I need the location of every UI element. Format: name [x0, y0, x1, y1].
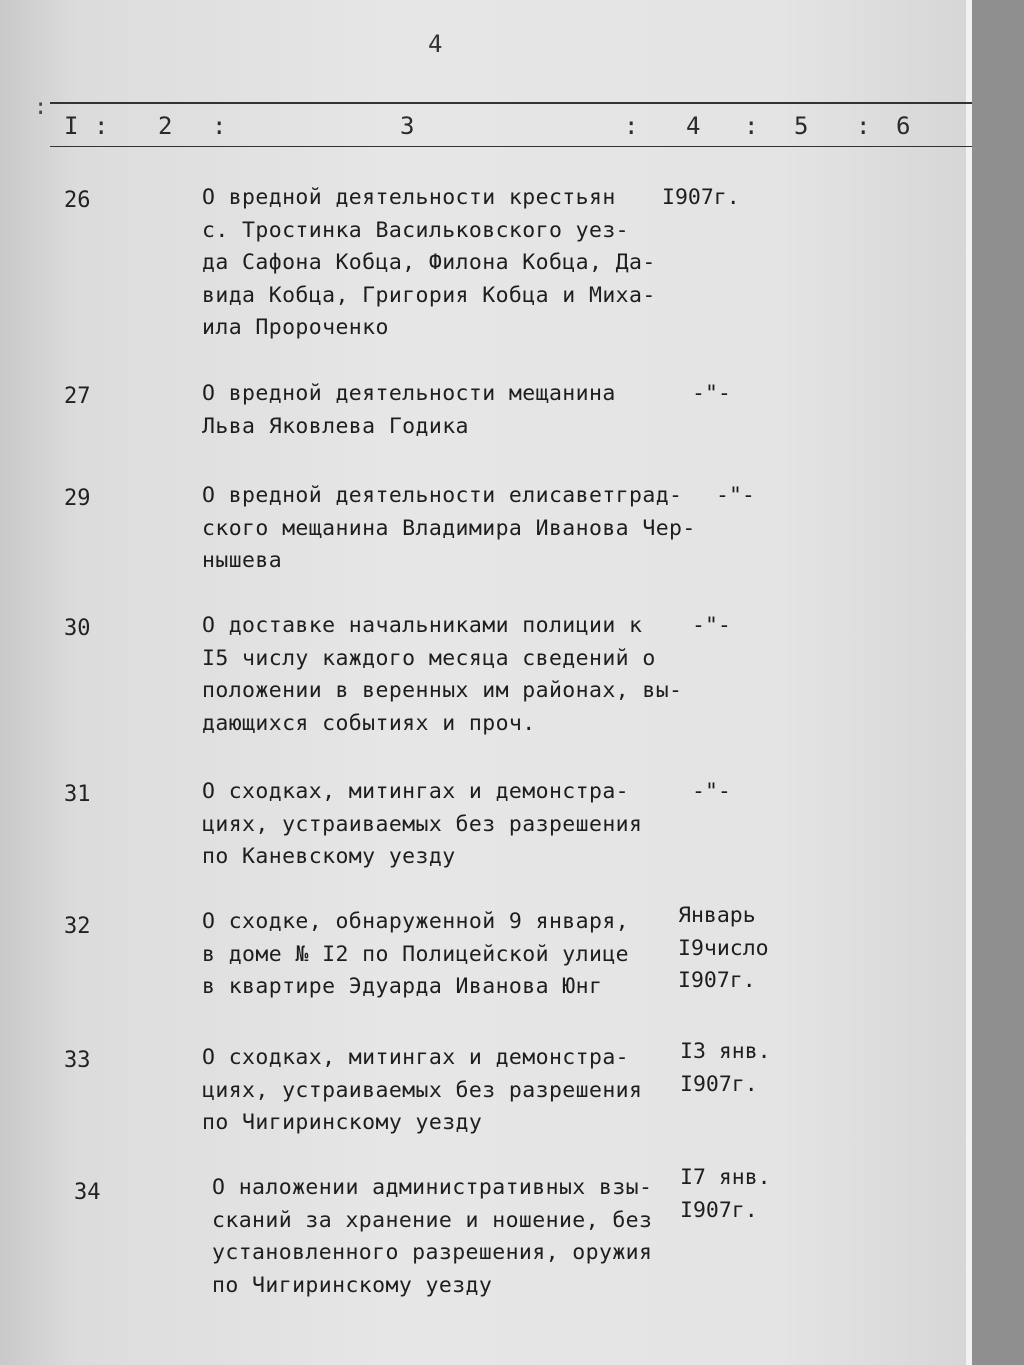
column-header-5: 5: [794, 112, 809, 140]
date-line: I907г.: [680, 1071, 758, 1097]
description-line: О вредной деятельности мещанина: [202, 381, 616, 406]
description-line: да Сафона Кобца, Филона Кобца, Да-: [202, 250, 656, 275]
date-line: I9число: [678, 935, 769, 961]
description-line: О наложении административных взы-: [212, 1175, 653, 1200]
entry-description: [202, 776, 642, 874]
entry-number: 27: [64, 384, 91, 409]
page-edge: [966, 0, 972, 1365]
entry-description: [202, 480, 696, 578]
description-line: I5 числу каждого месяца сведений о: [202, 645, 656, 671]
entry-date: -"-: [692, 381, 731, 406]
entry-number: 32: [64, 914, 91, 939]
entry-description: [212, 1172, 652, 1302]
entry-description: [202, 378, 616, 443]
date-line: I907г.: [680, 1197, 758, 1223]
description-line: по Чигиринскому уезду: [212, 1272, 493, 1298]
date-line: I7 янв.: [680, 1165, 771, 1190]
description-line: с. Тростинка Васильковского уез-: [202, 217, 630, 243]
entry-date: -"-: [692, 779, 731, 804]
column-separator: :: [624, 112, 639, 140]
column-header-1: I: [64, 112, 79, 140]
entry-date: -"-: [716, 483, 755, 508]
description-line: О сходках, митингах и демонстра-: [202, 779, 630, 804]
entry-description: [202, 182, 656, 345]
description-line: вида Кобца, Григория Кобца и Миха-: [202, 282, 656, 308]
entry-date: [680, 1162, 771, 1227]
description-line: нышева: [202, 548, 283, 573]
date-line: I3 янв.: [680, 1039, 771, 1064]
description-line: циях, устраиваемых без разрешения: [202, 811, 643, 837]
entry-description: [202, 1042, 642, 1140]
description-line: сканий за хранение и ношение, без: [212, 1207, 653, 1233]
entry-number: 31: [64, 782, 91, 807]
column-separator: :: [856, 112, 871, 140]
header-top-rule: [50, 102, 972, 104]
entry-description: [202, 906, 629, 1004]
column-separator: :: [94, 112, 109, 140]
entry-description: [202, 610, 682, 740]
description-line: О сходках, митингах и демонстра-: [202, 1045, 630, 1070]
entry-date: -"-: [692, 613, 731, 638]
description-line: по Чигиринскому уезду: [202, 1110, 483, 1135]
date-line: Январь: [678, 903, 756, 928]
entry-number: 34: [74, 1180, 101, 1205]
description-line: положении в веренных им районах, вы-: [202, 678, 683, 703]
entry-number: 29: [64, 486, 91, 511]
column-header-3: 3: [400, 112, 415, 140]
column-separator: :: [744, 112, 759, 140]
entry-number: 26: [64, 188, 91, 213]
date-line: I907г.: [678, 968, 756, 993]
description-line: в квартире Эдуарда Иванова Юнг: [202, 974, 603, 999]
description-line: О вредной деятельности крестьян: [202, 185, 616, 210]
column-header-4: 4: [686, 112, 701, 140]
description-line: по Каневскому уезду: [202, 844, 456, 869]
description-line: О вредной деятельности елисаветград-: [202, 483, 683, 508]
margin-mark: :: [34, 95, 48, 120]
column-header-6: 6: [896, 112, 911, 140]
entry-date: [678, 900, 769, 998]
description-line: циях, устраиваемых без разрешения: [202, 1077, 643, 1103]
header-bottom-rule: [50, 146, 972, 147]
description-line: установленного разрешения, оружия: [212, 1240, 653, 1265]
description-line: Льва Яковлева Годика: [202, 413, 469, 439]
description-line: дающихся событиях и проч.: [202, 710, 536, 736]
entry-date: [680, 1036, 771, 1101]
entry-date: I907г.: [662, 185, 740, 210]
entry-number: 30: [64, 616, 91, 641]
description-line: в доме № I2 по Полицейской улице: [202, 941, 630, 967]
entry-number: 33: [64, 1048, 91, 1073]
description-line: ского мещанина Владимира Иванова Чер-: [202, 515, 696, 541]
column-separator: :: [212, 112, 227, 140]
description-line: О сходке, обнаруженной 9 января,: [202, 909, 630, 934]
description-line: О доставке начальниками полиции к: [202, 613, 643, 638]
page-number: 4: [428, 30, 443, 58]
column-header-2: 2: [158, 112, 173, 140]
description-line: ила Пророченко: [202, 315, 389, 340]
